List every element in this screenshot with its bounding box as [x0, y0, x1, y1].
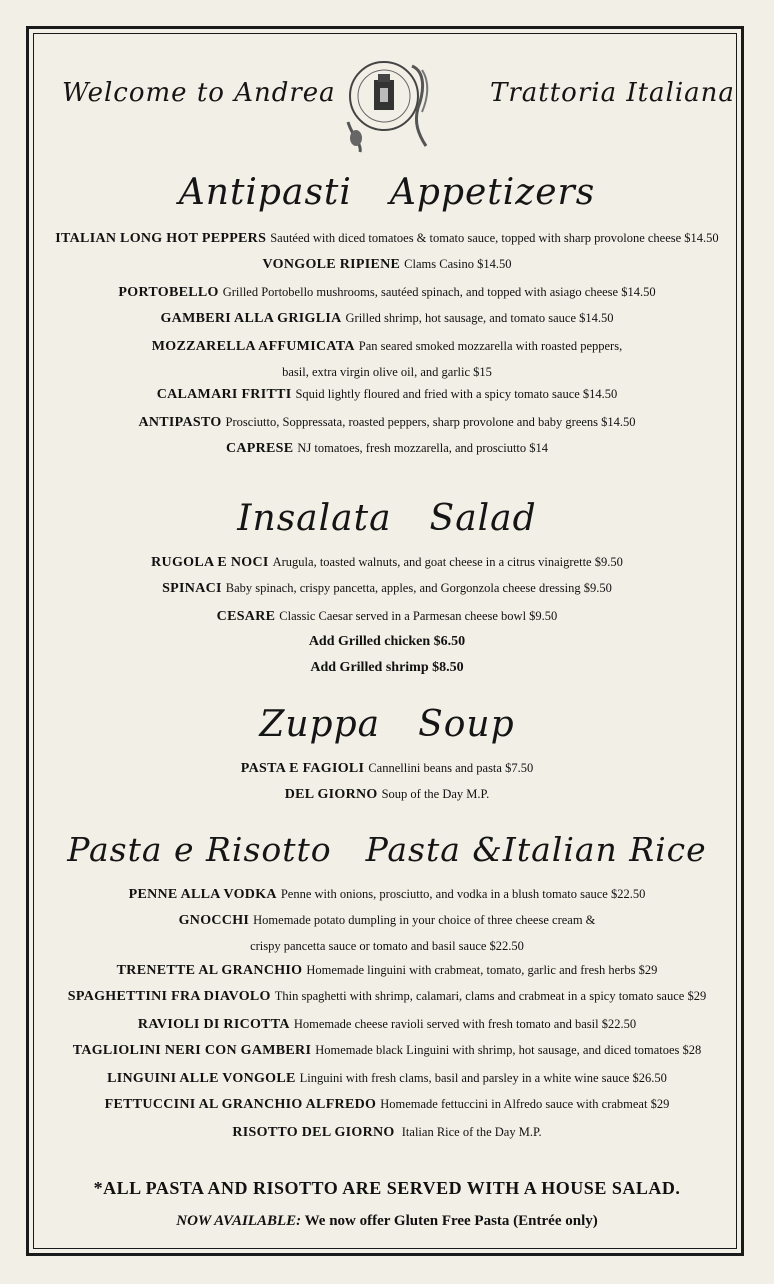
menu-item — [0, 386, 774, 403]
item-desc: Thin spaghetti with shrimp, calamari, clams and crabmeat in a spicy tomato sauce $29 — [274, 989, 707, 1003]
item-name: ANTIPASTO — [138, 415, 222, 430]
menu-item — [0, 338, 774, 355]
section-title-antipasti — [0, 172, 774, 213]
house-salad-note: *ALL PASTA AND RISOTTO ARE SERVED WITH A HOUSE SALAD. — [93, 1178, 681, 1198]
available-text: We now offer Gluten Free Pasta (Entrée only) — [304, 1213, 598, 1229]
item-desc: Baby spinach, crispy pancetta, apples, and Gorgonzola cheese dressing $9.50 — [225, 581, 612, 595]
menu-item — [0, 988, 774, 1005]
item-desc: Homemade black Linguini with shrimp, hot sausage, and diced tomatoes $28 — [315, 1043, 702, 1057]
welcome-right-text: Trattoria Italiana — [490, 78, 735, 108]
item-name: PASTA E FAGIOLI — [240, 761, 365, 776]
item-desc: Italian Rice of the Day M.P. — [398, 1125, 542, 1139]
item-name: RAVIOLI DI RICOTTA — [137, 1017, 290, 1032]
item-desc: NJ tomatoes, fresh mozzarella, and prosciutto $14 — [297, 441, 549, 455]
menu-item — [0, 1124, 774, 1141]
item-desc: Arugula, toasted walnuts, and goat cheese in a citrus vinaigrette $9.50 — [272, 555, 623, 569]
menu-item — [0, 414, 774, 431]
menu-item — [0, 284, 774, 301]
menu-item — [0, 912, 774, 929]
item-desc: Homemade potato dumpling in your choice of three cheese cream & — [253, 913, 596, 927]
title-italian: Zuppa — [259, 704, 381, 745]
item-name: TAGLIOLINI NERI CON GAMBERI — [72, 1043, 312, 1058]
item-name: DEL GIORNO — [284, 787, 378, 802]
menu-item — [0, 580, 774, 597]
section-title-pasta — [0, 830, 774, 869]
item-name: TRENETTE AL GRANCHIO — [116, 963, 303, 978]
welcome-left-text: Welcome to Andrea — [62, 78, 336, 108]
available-label: NOW AVAILABLE: — [176, 1213, 302, 1229]
section-title-zuppa — [0, 704, 774, 745]
item-name: CESARE — [216, 609, 276, 624]
item-name: RUGOLA E NOCI — [151, 555, 269, 570]
title-english: Soup — [418, 704, 515, 745]
item-name: CAPRESE — [225, 441, 294, 456]
menu-item — [0, 1016, 774, 1033]
menu-item — [0, 608, 774, 625]
item-desc: Linguini with fresh clams, basil and parsley in a white wine sauce $26.50 — [299, 1071, 667, 1085]
menu-item — [0, 554, 774, 571]
menu-item — [0, 230, 774, 247]
item-desc: Homemade linguini with crabmeat, tomato, garlic and fresh herbs $29 — [306, 963, 658, 977]
menu-item — [0, 1070, 774, 1087]
menu-item — [0, 440, 774, 457]
item-desc: Classic Caesar served in a Parmesan cheese bowl $9.50 — [279, 609, 558, 623]
menu-item — [0, 886, 774, 903]
item-desc: Cannellini beans and pasta $7.50 — [368, 761, 534, 775]
item-name: CALAMARI FRITTI — [156, 387, 292, 402]
menu-item — [0, 760, 774, 777]
item-desc: Soup of the Day M.P. — [381, 787, 490, 801]
title-english: Pasta &Italian Rice — [365, 830, 707, 869]
item-name: VONGOLE RIPIENE — [262, 257, 401, 272]
item-desc: Sautéed with diced tomatoes & tomato sauce, topped with sharp provolone cheese $14.50 — [270, 231, 719, 245]
title-english: Appetizers — [389, 172, 596, 213]
gluten-free-notice — [0, 1213, 774, 1230]
addon-chicken: Add Grilled chicken $6.50 — [308, 634, 466, 649]
item-desc: Grilled shrimp, hot sausage, and tomato sauce $14.50 — [345, 311, 614, 325]
item-desc: Squid lightly floured and fried with a spicy tomato sauce $14.50 — [295, 387, 618, 401]
item-name: GAMBERI ALLA GRIGLIA — [160, 311, 342, 326]
restaurant-crest-icon — [338, 52, 442, 156]
item-name: MOZZARELLA AFFUMICATA — [151, 339, 355, 354]
title-italian: Antipasti — [178, 172, 352, 213]
item-desc: Prosciutto, Soppressata, roasted peppers, sharp provolone and baby greens $14.50 — [225, 415, 636, 429]
item-name: PENNE ALLA VODKA — [128, 887, 277, 902]
item-name: FETTUCCINI AL GRANCHIO ALFREDO — [104, 1097, 377, 1112]
item-name: SPINACI — [162, 581, 222, 596]
item-name: ITALIAN LONG HOT PEPPERS — [55, 231, 267, 246]
item-name: LINGUINI ALLE VONGOLE — [107, 1071, 296, 1086]
item-desc: Grilled Portobello mushrooms, sautéed spinach, and topped with asiago cheese $14.50 — [222, 285, 656, 299]
title-english: Salad — [429, 498, 537, 539]
item-name: SPAGHETTINI FRA DIAVOLO — [67, 989, 271, 1004]
item-name: RISOTTO DEL GIORNO — [232, 1125, 395, 1140]
item-desc: crispy pancetta sauce or tomato and basil sauce $22.50 — [250, 939, 524, 953]
menu-item-continued — [0, 938, 774, 954]
item-desc: Homemade fettuccini in Alfredo sauce with crabmeat $29 — [380, 1097, 670, 1111]
section-title-insalata — [0, 498, 774, 539]
item-desc: Pan seared smoked mozzarella with roasted peppers, — [358, 339, 623, 353]
item-name: PORTOBELLO — [118, 285, 219, 300]
item-desc: Penne with onions, prosciutto, and vodka in a blush tomato sauce $22.50 — [280, 887, 646, 901]
menu-item — [0, 256, 774, 273]
menu-item — [0, 1042, 774, 1059]
item-name: GNOCCHI — [178, 913, 250, 928]
menu-item — [0, 786, 774, 803]
addon-shrimp: Add Grilled shrimp $8.50 — [310, 660, 464, 675]
item-desc: Clams Casino $14.50 — [404, 257, 512, 271]
menu-item — [0, 962, 774, 979]
item-desc: Homemade cheese ravioli served with fresh tomato and basil $22.50 — [293, 1017, 637, 1031]
item-desc: basil, extra virgin olive oil, and garlic $15 — [282, 365, 492, 379]
menu-item — [0, 1096, 774, 1113]
menu-item-continued — [0, 364, 774, 380]
menu-item — [0, 310, 774, 327]
title-italian: Insalata — [237, 498, 392, 539]
title-italian: Pasta e Risotto — [67, 830, 332, 869]
